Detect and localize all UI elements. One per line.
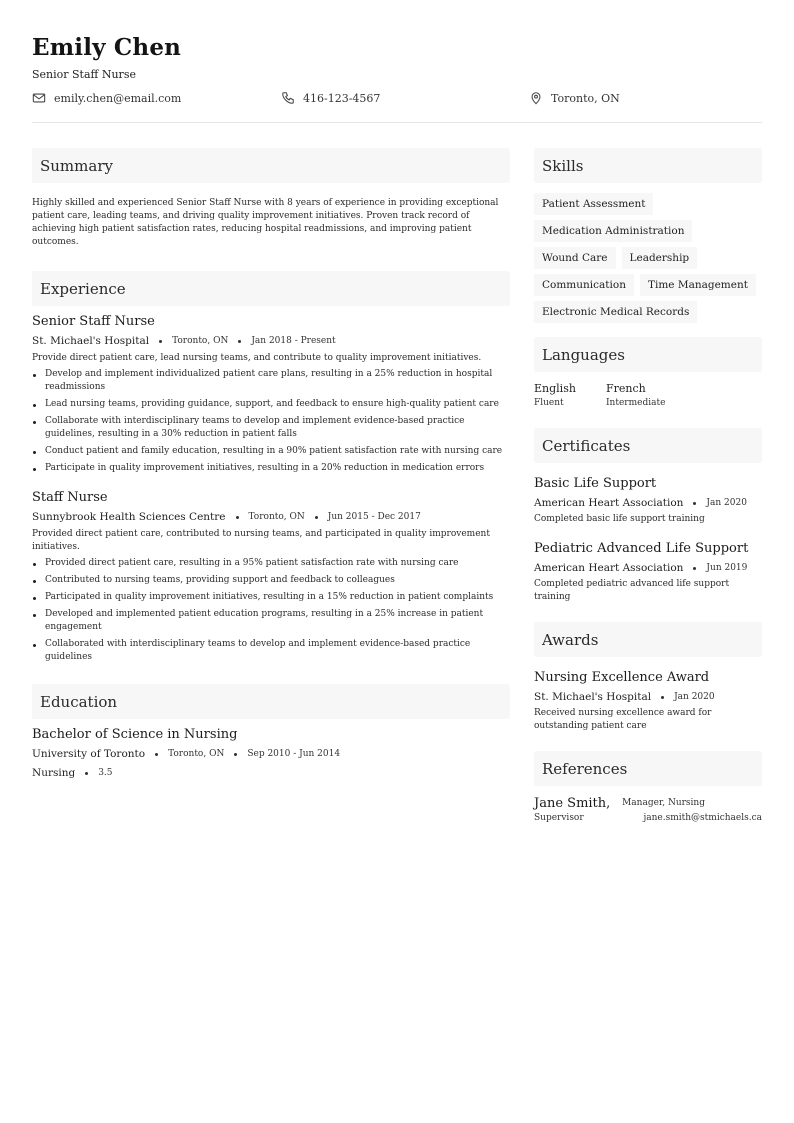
bullet-item: Developed and implemented patient education programs, resulting in a 25% increase in patient engagement [32, 608, 510, 634]
job-title: Staff Nurse [32, 490, 108, 505]
email-text: emily.chen@email.com [54, 91, 182, 105]
certificate-date: Jan 2020 [706, 498, 747, 508]
candidate-name: Emily Chen [32, 34, 182, 61]
certificate-entry [534, 475, 762, 526]
award-date: Jan 2020 [674, 692, 715, 702]
language-name: French [606, 382, 646, 395]
job-bullets [32, 368, 510, 475]
bullet-item: Conduct patient and family education, resulting in a 90% patient satisfaction rate with nursing care [32, 445, 510, 458]
left-column [32, 148, 510, 780]
skill-tag: Electronic Medical Records [534, 301, 697, 323]
award-org: St. Michael's Hospital [534, 691, 652, 703]
award-meta [534, 690, 762, 704]
contact-location [529, 91, 620, 105]
reference-details [534, 813, 762, 823]
bullet-item: Collaborated with interdisciplinary teams to develop and implement evidence-based practice guidelines [32, 638, 510, 664]
right-column [534, 148, 762, 823]
contact-phone[interactable] [281, 91, 380, 105]
separator-dot [693, 502, 696, 505]
job-dates: Jun 2015 - Dec 2017 [327, 512, 421, 522]
job-org: Sunnybrook Health Sciences Centre [32, 511, 226, 523]
bullet-item: Participate in quality improvement initiatives, resulting in a 20% reduction in medication errors [32, 462, 510, 475]
bullet-item: Develop and implement individualized patient care plans, resulting in a 25% reduction in hospital readmissions [32, 368, 510, 394]
certificates-heading: Certificates [534, 428, 762, 463]
award-description: Received nursing excellence award for outstanding patient care [534, 708, 712, 731]
education-dates: Sep 2010 - Jun 2014 [247, 749, 341, 759]
contact-row [32, 91, 762, 111]
reference-relation: Supervisor [534, 813, 584, 823]
job-meta [32, 510, 510, 524]
bullet-item: Collaborate with interdisciplinary teams to develop and implement evidence-based practice guidelines, resulting in a 30% reduction in patient falls [32, 415, 510, 441]
languages-list [534, 382, 762, 408]
contact-email[interactable] [32, 91, 181, 105]
reference-email[interactable]: jane.smith@stmichaels.ca [643, 813, 762, 823]
education-meta [32, 747, 510, 761]
separator-dot [236, 516, 239, 519]
summary-heading: Summary [32, 148, 510, 183]
job-meta [32, 334, 510, 348]
languages-heading: Languages [534, 337, 762, 372]
skill-tag: Communication [534, 274, 634, 296]
award-title: Nursing Excellence Award [534, 670, 710, 685]
separator-dot [159, 340, 162, 343]
education-entry [32, 726, 510, 780]
experience-heading: Experience [32, 271, 510, 306]
header-divider [32, 122, 762, 123]
certificate-meta [534, 561, 762, 575]
language-level: Fluent [534, 398, 564, 408]
bullet-item: Participated in quality improvement initiatives, resulting in a 15% reduction in patient complaints [32, 591, 510, 604]
job-location: Toronto, ON [248, 512, 305, 522]
reference-header [534, 796, 762, 811]
skills-list [534, 193, 762, 323]
phone-icon [281, 91, 295, 105]
skill-tag: Medication Administration [534, 220, 692, 242]
separator-dot [693, 567, 696, 570]
language-item [606, 382, 678, 408]
school-location: Toronto, ON [168, 749, 225, 759]
education-field-row [32, 766, 510, 780]
job-bullets [32, 557, 510, 664]
certificate-org: American Heart Association [534, 562, 684, 574]
job-description: Provided direct patient care, contributed to nursing teams, and participated in quality improvement initiatives. [32, 529, 490, 552]
resume-header [32, 32, 762, 111]
separator-dot [85, 772, 88, 775]
degree-title: Bachelor of Science in Nursing [32, 727, 238, 742]
language-level: Intermediate [606, 398, 666, 408]
certificate-title: Pediatric Advanced Life Support [534, 541, 749, 556]
bullet-item: Lead nursing teams, providing guidance, support, and feedback to ensure high-quality patient care [32, 398, 510, 411]
candidate-title: Senior Staff Nurse [32, 68, 136, 81]
certificate-meta [534, 496, 762, 510]
certificate-entry [534, 540, 762, 604]
bullet-item: Provided direct patient care, resulting in a 95% patient satisfaction rate with nursing care [32, 557, 510, 570]
phone-text: 416-123-4567 [303, 91, 381, 105]
skill-tag: Time Management [640, 274, 756, 296]
certificate-date: Jun 2019 [706, 563, 748, 573]
skill-tag: Wound Care [534, 247, 616, 269]
job-entry [32, 489, 510, 664]
certificate-title: Basic Life Support [534, 476, 657, 491]
references-heading: References [534, 751, 762, 786]
job-location: Toronto, ON [172, 336, 229, 346]
reference-entry [534, 796, 762, 823]
separator-dot [155, 753, 158, 756]
job-title: Senior Staff Nurse [32, 314, 155, 329]
job-org: St. Michael's Hospital [32, 335, 150, 347]
job-entry [32, 313, 510, 475]
skill-tag: Leadership [622, 247, 698, 269]
separator-dot [315, 516, 318, 519]
awards-heading: Awards [534, 622, 762, 657]
separator-dot [234, 753, 237, 756]
award-entry [534, 669, 762, 733]
education-heading: Education [32, 684, 510, 719]
skill-tag: Patient Assessment [534, 193, 653, 215]
education-field: Nursing [32, 767, 76, 779]
mail-icon [32, 91, 46, 105]
location-text: Toronto, ON [551, 91, 620, 105]
separator-dot [661, 696, 664, 699]
reference-name: Jane Smith, [534, 796, 611, 811]
skills-heading: Skills [534, 148, 762, 183]
job-description: Provide direct patient care, lead nursing teams, and contribute to quality improvement initiatives. [32, 353, 482, 363]
separator-dot [238, 340, 241, 343]
certificate-org: American Heart Association [534, 497, 684, 509]
job-dates: Jan 2018 - Present [251, 336, 336, 346]
school-name: University of Toronto [32, 748, 146, 760]
education-gpa: 3.5 [98, 768, 113, 778]
language-item [534, 382, 606, 408]
certificate-description: Completed pediatric advanced life support training [534, 579, 730, 602]
certificate-description: Completed basic life support training [534, 514, 705, 524]
bullet-item: Contributed to nursing teams, providing support and feedback to colleagues [32, 574, 510, 587]
summary-text: Highly skilled and experienced Senior Staff Nurse with 8 years of experience in providing exceptional patient care, leading teams, and driving quality improvement initiatives. Proven track record of achieving high patient satisfaction rates, reducing hospital readmissions, and improving patient outcomes. [32, 198, 499, 247]
language-name: English [534, 382, 576, 395]
location-pin-icon [529, 91, 543, 105]
reference-role: Manager, Nursing [622, 798, 705, 808]
